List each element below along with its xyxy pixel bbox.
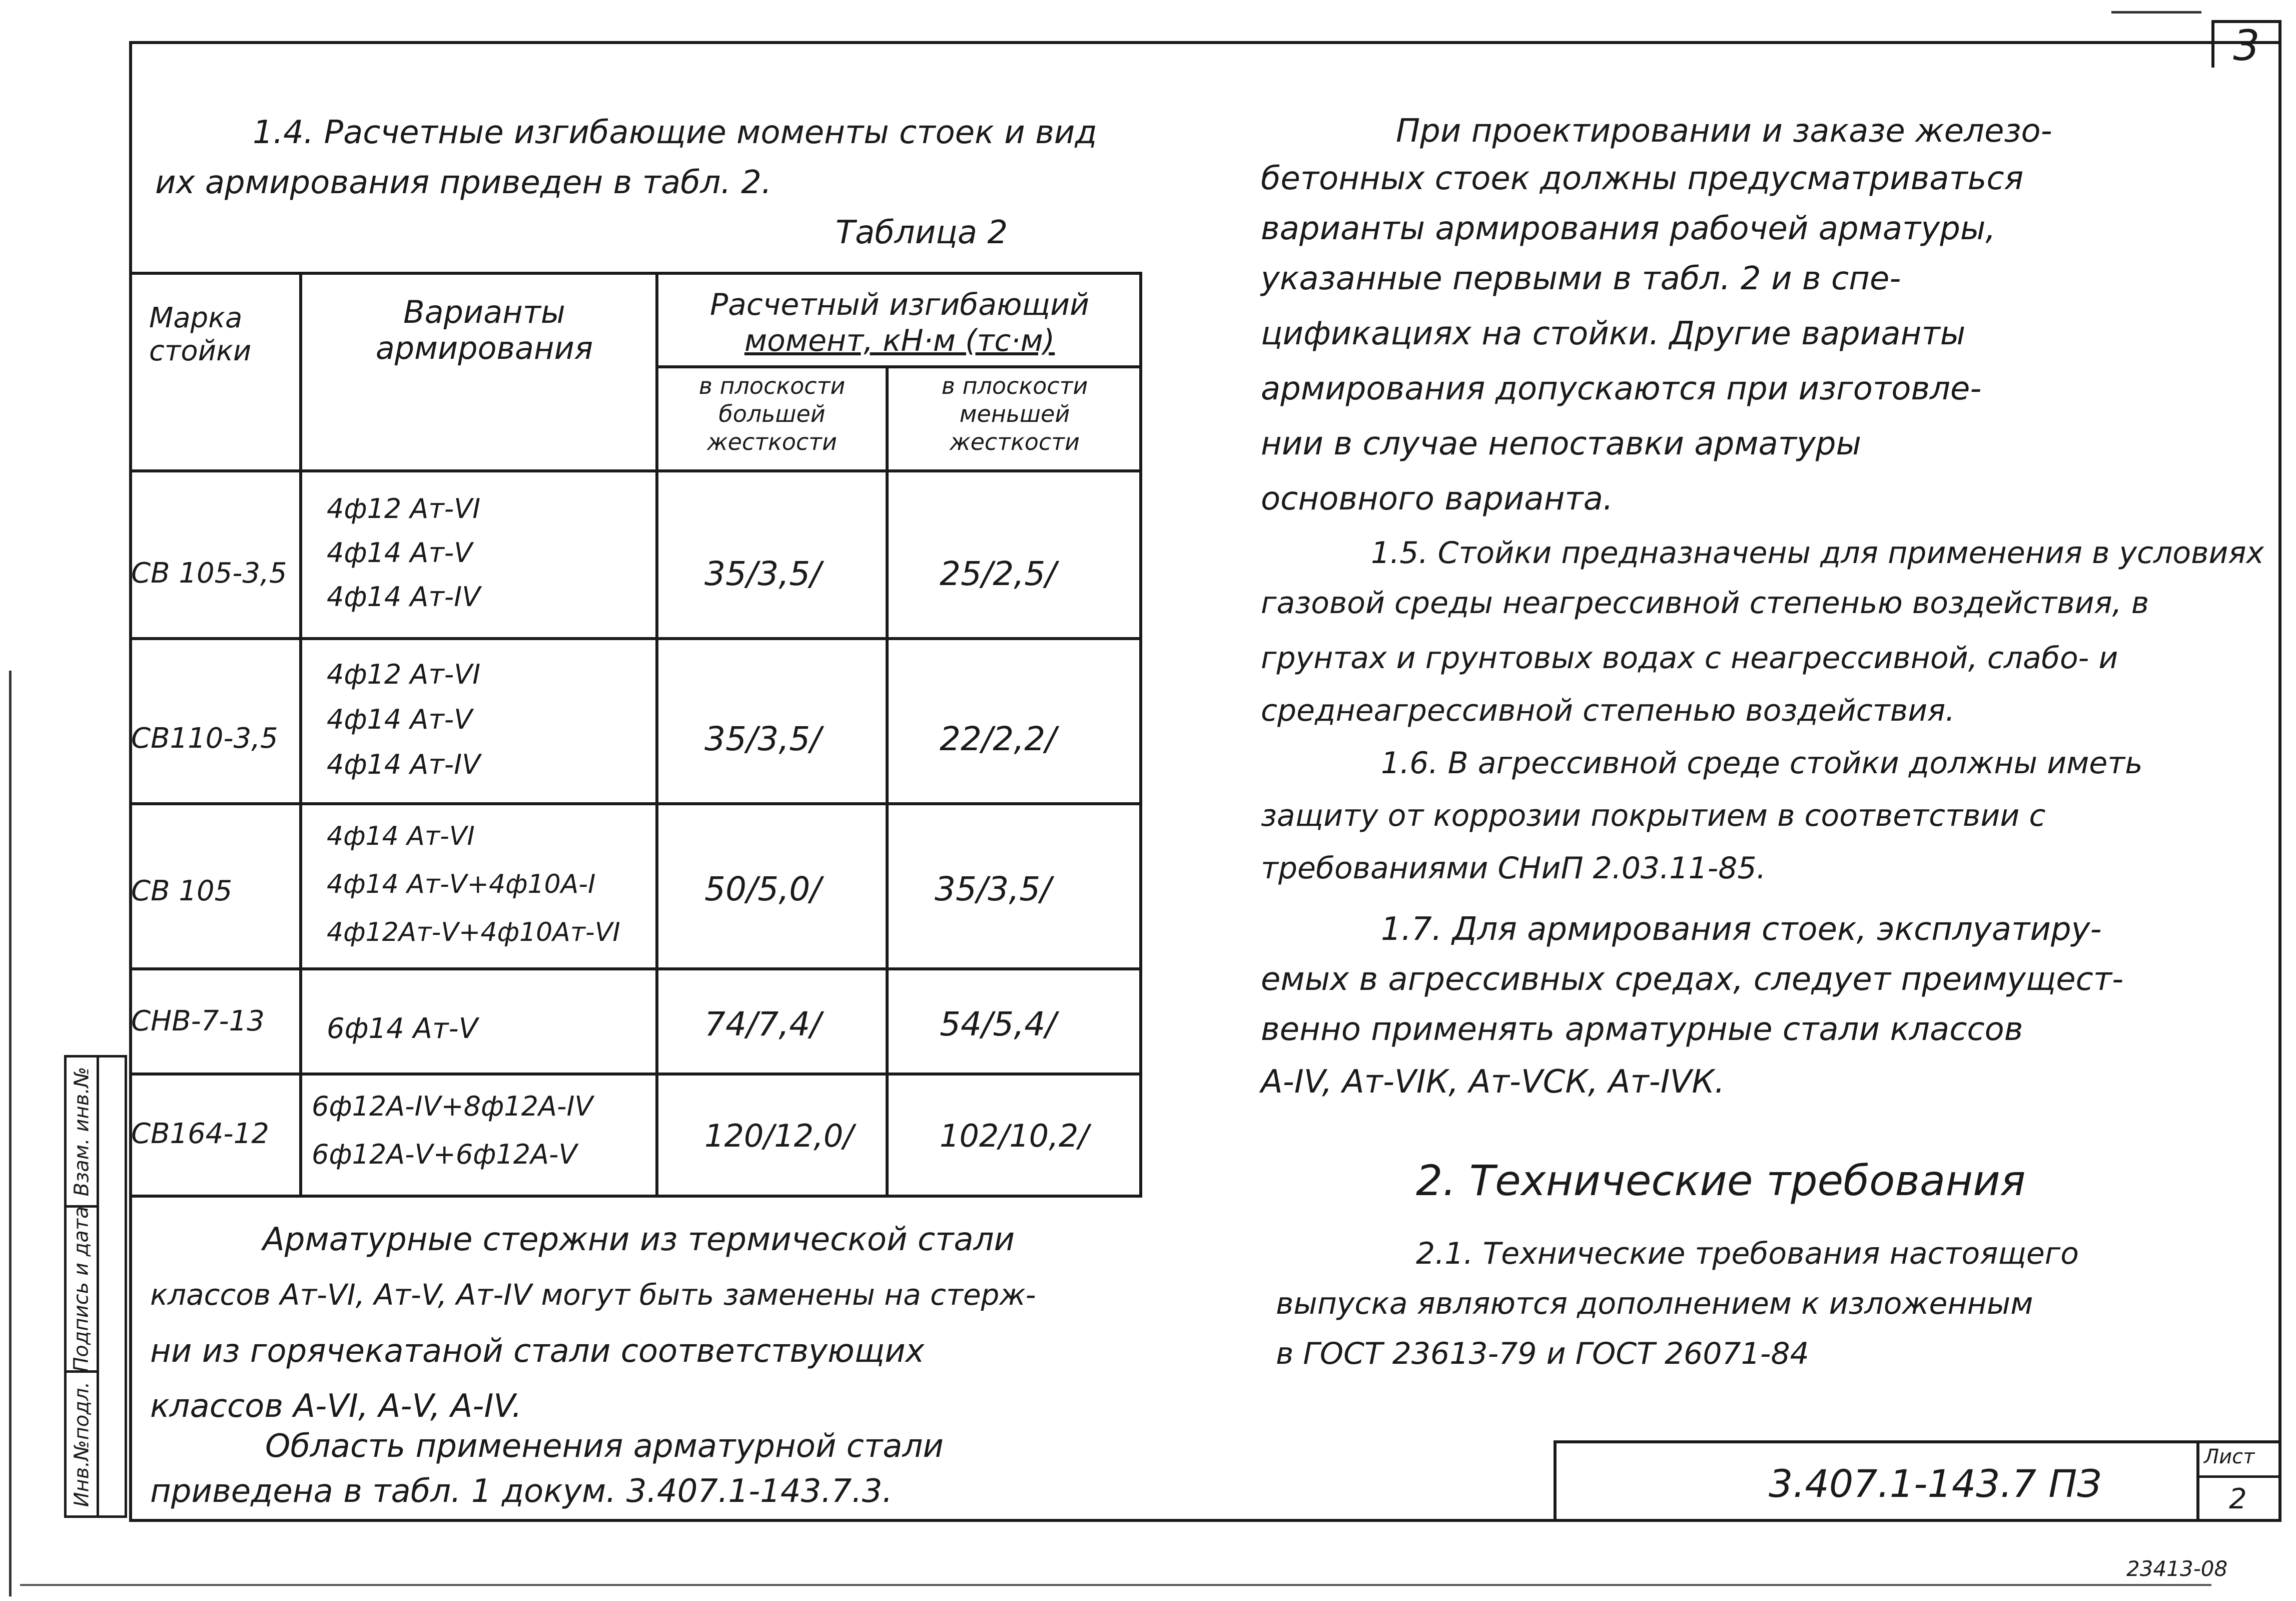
stamp-rule xyxy=(1554,1440,2281,1443)
table-cell-moment-big: 74/7,4/ xyxy=(704,1005,822,1043)
right-line: емых в агрессивных средах, следует преимущест- xyxy=(1261,961,2124,998)
right-line: А-IV, Ат-VIК, Ат-VСК, Ат-IVК. xyxy=(1261,1063,1725,1101)
table-rule xyxy=(129,637,1142,640)
table-cell-moment-small: 102/10,2/ xyxy=(940,1118,1089,1154)
table-cell-brand: СВ110-3,5 xyxy=(131,722,278,755)
right-line: 1.6. В агрессивной среде стойки должны иметь xyxy=(1381,746,2143,781)
side-label-vzam: Взам. инв.№ xyxy=(70,1066,93,1196)
variant-line: 4ф14 Ат-IV xyxy=(327,749,481,780)
side-label-inv: Инв.№подл. xyxy=(70,1381,93,1507)
right-line: требованиями СНиП 2.03.11-85. xyxy=(1261,851,1766,886)
right-line: нии в случае непоставки арматуры xyxy=(1261,425,1862,462)
archive-number: 23413-08 xyxy=(2126,1556,2228,1581)
top-dash-line xyxy=(2111,11,2201,14)
table-cell-moment-small: 54/5,4/ xyxy=(940,1005,1057,1043)
header-brand-line: Марка xyxy=(149,302,243,334)
side-cell-signature xyxy=(67,1208,97,1373)
table-rule xyxy=(129,272,1142,275)
table-rule xyxy=(129,1195,1142,1198)
table-cell-brand: СВ164-12 xyxy=(131,1118,269,1150)
right-line: армирования допускаются при изготовле- xyxy=(1261,370,1982,407)
table-cell-variants xyxy=(327,652,480,787)
subheader-small-stiffness xyxy=(892,372,1137,456)
sheet-number: 3 xyxy=(2233,21,2260,70)
sheet-number-box xyxy=(2211,20,2281,68)
table-rule xyxy=(655,365,1142,368)
table-rule xyxy=(129,802,1142,805)
section-1-4-line2: их армирования приведен в табл. 2. xyxy=(155,164,772,201)
stamp-rule xyxy=(2196,1440,2199,1522)
stamp-rule xyxy=(2196,1475,2281,1478)
side-strip-divider xyxy=(97,1057,99,1515)
header-moment-line: момент, кН·м (тс·м) xyxy=(744,323,1055,358)
section-2-line: 2.1. Технические требования настоящего xyxy=(1416,1236,2079,1271)
subheader-big-line: большей xyxy=(718,400,826,427)
header-moment-line: Расчетный изгибающий xyxy=(709,287,1090,322)
variant-line: 6ф12А-IV+8ф12А-IV xyxy=(312,1091,593,1122)
variant-line: 4ф12 Ат-VI xyxy=(327,493,481,524)
right-line: указанные первыми в табл. 2 и в спе- xyxy=(1261,260,1901,297)
subheader-big-line: жесткости xyxy=(707,428,837,455)
table-rule xyxy=(129,1073,1142,1076)
left-margin-rule xyxy=(9,671,12,1596)
subheader-small-line: жесткости xyxy=(950,428,1080,455)
right-line: основного варианта. xyxy=(1261,480,1614,517)
table-cell-brand: СВ 105 xyxy=(131,875,233,907)
subheader-big-stiffness xyxy=(662,372,882,456)
right-line: 1.5. Стойки предназначены для применения в условиях xyxy=(1371,536,2264,571)
stamp-rule xyxy=(1554,1440,1557,1522)
table-cell-variants: 6ф14 Ат-V xyxy=(327,1012,478,1045)
note-line-4: классов А-VI, А-V, А-IV. xyxy=(150,1388,522,1425)
table-rule xyxy=(129,967,1142,970)
table-cell-moment-small: 25/2,5/ xyxy=(940,555,1057,593)
right-line: бетонных стоек должны предусматриваться xyxy=(1261,160,2024,197)
note-line-5: Область применения арматурной стали xyxy=(265,1428,944,1465)
note-line-1: Арматурные стержни из термической стали xyxy=(263,1221,1015,1258)
right-line: 1.7. Для армирования стоек, эксплуатиру- xyxy=(1381,911,2102,948)
title-block xyxy=(1554,1440,2281,1522)
variant-line: 4ф14 Ат-V+4ф10А-I xyxy=(327,869,596,899)
table-cell-variants xyxy=(327,487,480,619)
variant-line: 4ф12Ат-V+4ф10Ат-VI xyxy=(327,917,620,947)
header-variants xyxy=(339,294,629,366)
right-line: газовой среды неагрессивной степенью воздействия, в xyxy=(1261,586,2149,621)
right-line: венно применять арматурные стали классов xyxy=(1261,1011,2023,1048)
side-label-signature: Подпись и дата xyxy=(70,1206,94,1372)
table-cell-variants xyxy=(327,812,620,956)
section-2-line: выпуска являются дополнением к изложенным xyxy=(1276,1286,2033,1321)
table-caption: Таблица 2 xyxy=(836,214,1008,251)
right-line: грунтах и грунтовых водах с неагрессивной, слабо- и xyxy=(1261,641,2118,676)
table-rule xyxy=(886,365,889,1198)
header-brand xyxy=(149,302,251,368)
table-rule xyxy=(129,469,1142,472)
subheader-small-line: меньшей xyxy=(959,400,1070,427)
table-2 xyxy=(129,272,1142,1198)
variant-line: 4ф14 Ат-V xyxy=(327,537,473,569)
section-1-4-line1: 1.4. Расчетные изгибающие моменты стоек и вид xyxy=(253,114,1097,151)
section-2-title: 2. Технические требования xyxy=(1416,1156,2026,1205)
table-cell-moment-big: 35/3,5/ xyxy=(704,555,822,593)
subheader-small-line: в плоскости xyxy=(941,372,1088,399)
side-stamp-strip xyxy=(64,1055,127,1518)
table-cell-moment-big: 50/5,0/ xyxy=(704,870,822,908)
table-cell-moment-big: 35/3,5/ xyxy=(704,720,822,758)
table-cell-moment-big: 120/12,0/ xyxy=(704,1118,854,1154)
table-rule xyxy=(655,272,658,1198)
table-cell-brand: СВ 105-3,5 xyxy=(131,557,287,590)
doc-code: 3.407.1-143.7 ПЗ xyxy=(1769,1461,2102,1506)
right-line: При проектировании и заказе железо- xyxy=(1396,113,2052,150)
note-line-3: ни из горячекатаной стали соответствующих xyxy=(150,1333,925,1370)
table-cell-moment-small: 22/2,2/ xyxy=(940,720,1057,758)
variant-line: 4ф14 Ат-VI xyxy=(327,821,475,851)
header-variants-line: армирования xyxy=(375,330,593,366)
header-brand-line: стойки xyxy=(149,335,252,367)
variant-line: 6ф12А-V+6ф12А-V xyxy=(312,1139,577,1170)
bottom-margin-rule xyxy=(20,1584,2211,1586)
header-variants-line: Варианты xyxy=(403,294,565,330)
right-line: варианты армирования рабочей арматуры, xyxy=(1261,210,1996,247)
sheet-value: 2 xyxy=(2229,1483,2247,1515)
table-cell-brand: СНВ-7-13 xyxy=(131,1005,265,1037)
note-line-6: приведена в табл. 1 докум. 3.407.1-143.7.3. xyxy=(150,1473,893,1510)
right-line: среднеагрессивной степенью воздействия. xyxy=(1261,693,1955,728)
side-cell-inv xyxy=(67,1373,97,1515)
variant-line: 4ф14 Ат-V xyxy=(327,704,473,735)
table-rule xyxy=(1139,272,1142,1198)
table-cell-variants xyxy=(312,1083,593,1179)
note-line-2: классов Ат-VI, Ат-V, Ат-IV могут быть заменены на стерж- xyxy=(150,1278,1036,1312)
side-cell-vzam xyxy=(67,1057,97,1208)
section-2-line: в ГОСТ 23613-79 и ГОСТ 26071-84 xyxy=(1276,1336,1809,1371)
right-line: цификациях на стойки. Другие варианты xyxy=(1261,315,1966,352)
table-rule xyxy=(299,272,302,1198)
variant-line: 4ф14 Ат-IV xyxy=(327,581,481,613)
table-cell-moment-small: 35/3,5/ xyxy=(935,870,1052,908)
sheet-label: Лист xyxy=(2204,1445,2255,1468)
subheader-big-line: в плоскости xyxy=(698,372,846,399)
right-line: защиту от коррозии покрытием в соответствии с xyxy=(1261,798,2046,833)
header-moment xyxy=(662,287,1137,359)
variant-line: 4ф12 Ат-VI xyxy=(327,659,481,690)
